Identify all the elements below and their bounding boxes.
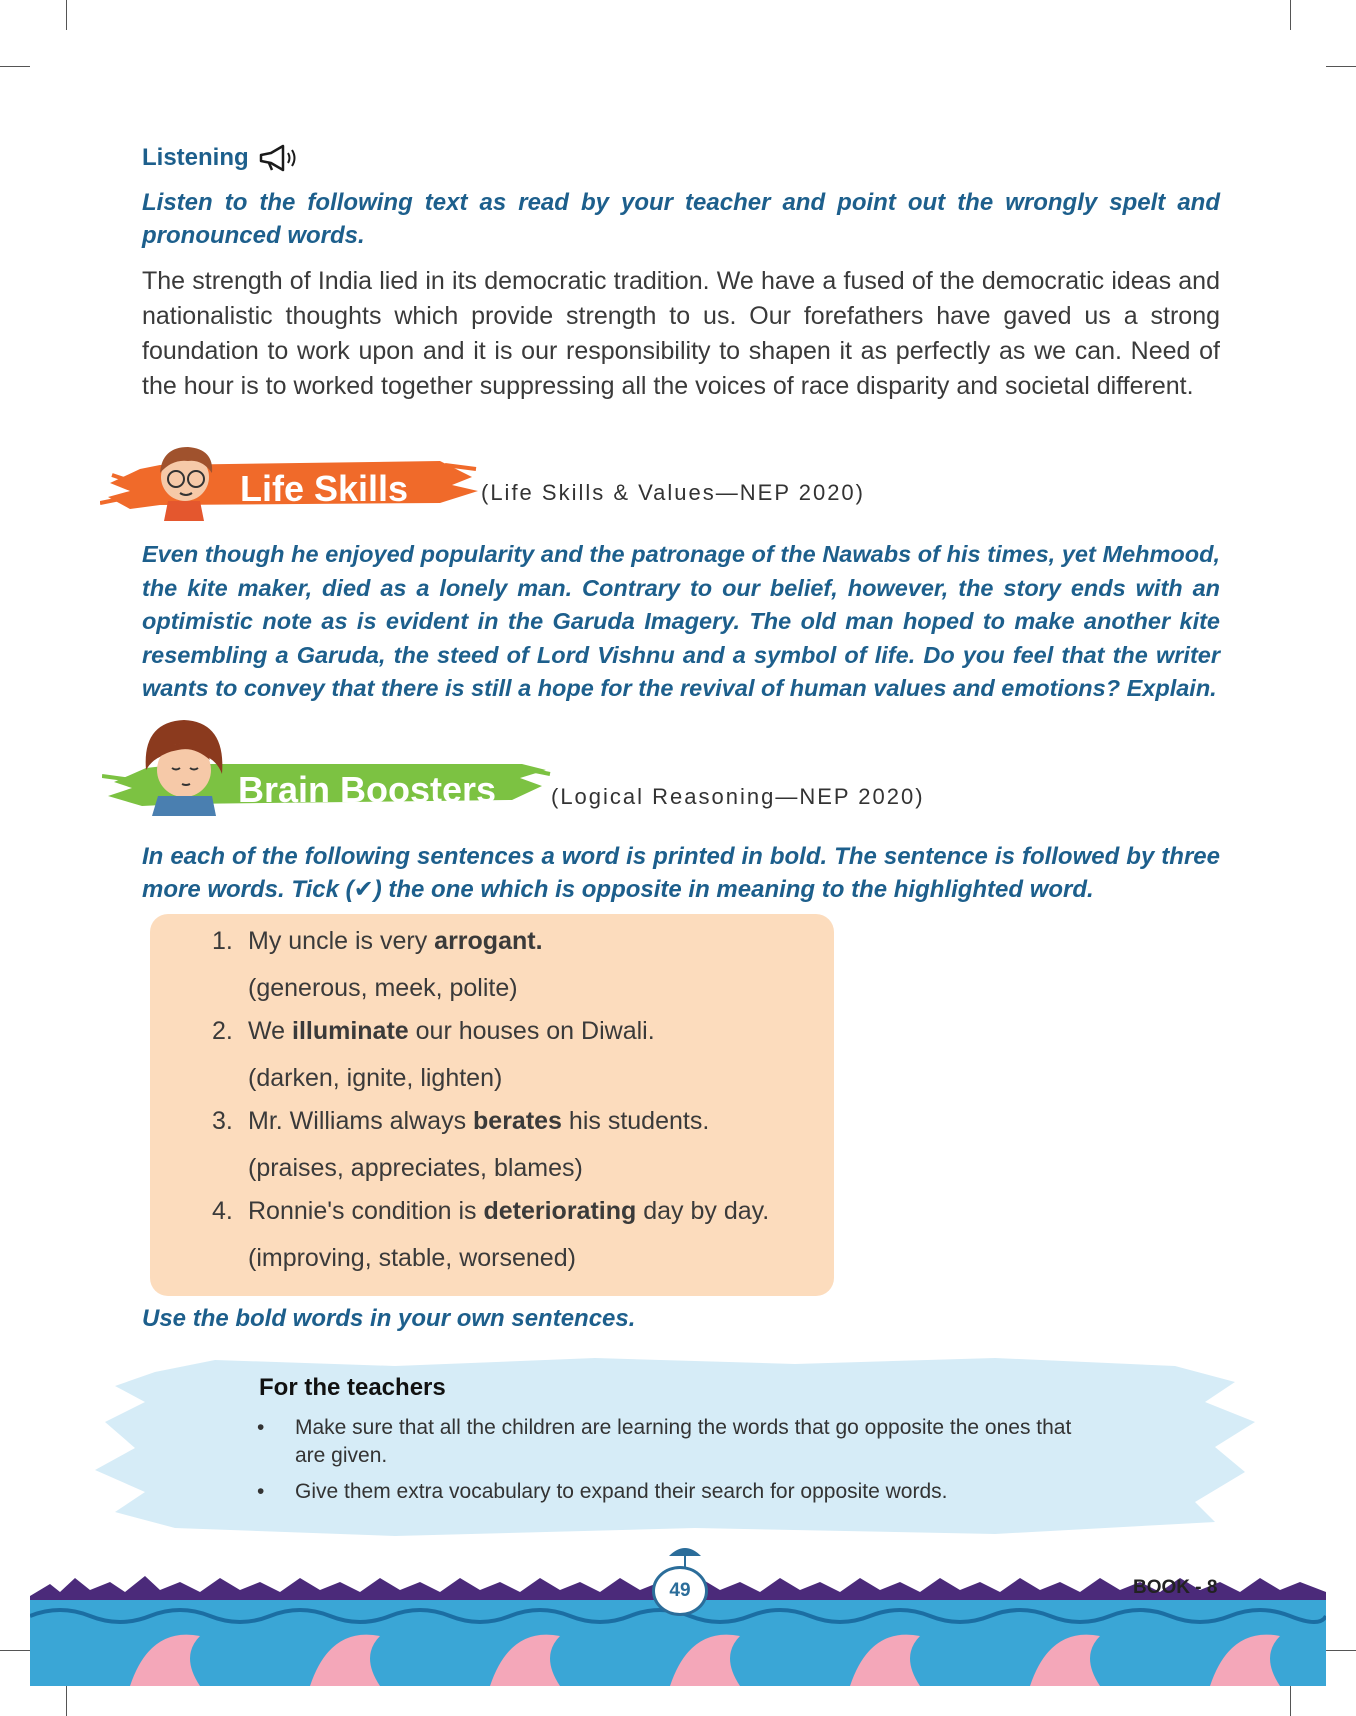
teacher-bullet: • Give them extra vocabulary to expand their search for opposite words.: [257, 1480, 948, 1503]
question-item: 3. Mr. Williams always berates his students.: [212, 1107, 710, 1135]
question-options: (generous, meek, polite): [248, 974, 518, 1002]
follow-up-instruction: Use the bold words in your own sentences.: [142, 1305, 636, 1332]
question-box: [150, 914, 834, 1296]
question-item: 1. My uncle is very arrogant.: [212, 927, 543, 955]
life-skills-title: Life Skills: [240, 468, 409, 509]
question-options: (praises, appreciates, blames): [248, 1154, 583, 1182]
bold-word: illuminate: [292, 1017, 409, 1045]
bold-word: berates: [473, 1107, 562, 1135]
bold-word: arrogant.: [434, 927, 543, 955]
teacher-note-title: For the teachers: [259, 1374, 446, 1401]
question-options: (darken, ignite, lighten): [248, 1064, 503, 1092]
question-options: (improving, stable, worsened): [248, 1244, 576, 1272]
crop-mark: [0, 1650, 30, 1651]
crop-mark: [1326, 1650, 1356, 1651]
question-item: 4. Ronnie's condition is deteriorating day by day.: [212, 1197, 770, 1225]
question-item: 2. We illuminate our houses on Diwali.: [212, 1017, 655, 1045]
crop-mark: [66, 0, 67, 30]
crop-mark: [1290, 1686, 1291, 1716]
life-skills-subtitle: (Life Skills & Values—NEP 2020): [481, 480, 865, 505]
brain-boosters-title: Brain Boosters: [238, 769, 497, 810]
brain-boosters-subtitle: (Logical Reasoning—NEP 2020): [551, 784, 925, 809]
page-number: 49: [652, 1566, 708, 1616]
listening-title: Listening: [142, 144, 249, 171]
bold-word: deteriorating: [483, 1197, 637, 1225]
listening-instruction: Listen to the following text as read by your teacher and point out the wrongly spelt and pronounced words.: [142, 189, 1220, 249]
book-label: BOOK - 8: [1133, 1577, 1218, 1598]
teacher-bullet: • Make sure that all the children are learning the words that go opposite the ones that are given.: [257, 1416, 1072, 1467]
brain-boosters-instruction: In each of the following sentences a word is printed in bold. The sentence is followed by three more words. Tick (✔) the one which is opposite in meaning to the highlighted word.: [142, 843, 1220, 903]
crop-mark: [1326, 66, 1356, 67]
megaphone-icon: [257, 143, 301, 173]
crop-mark: [1290, 0, 1291, 30]
crop-mark: [66, 1686, 67, 1716]
listening-passage: The strength of India lied in its democratic tradition. We have a fused of the democratic ideas and nationalistic thoughts which provide strength to us. Our forefathers have gaved us a strong foundation to work upon and it is our responsibility to shapen it as perfectly as we can. Need of the hour is to worked together suppressing all the voices of race disparity and societal different.: [142, 267, 1220, 400]
life-skills-instruction: Even though he enjoyed popularity and the patronage of the Nawabs of his times, yet Mehmood, the kite maker, died as a lonely man. Contrary to our belief, however, the story ends with an optimistic note as is evident in the Garuda Imagery. The old man hoped to make another kite resembling a Garuda, the steed of Lord Vishnu and a symbol of life. Do you feel that the writer wants to convey that there is still a hope for the revival of human values and emotions? Explain.: [142, 541, 1220, 701]
crop-mark: [0, 66, 30, 67]
listening-heading: [142, 143, 301, 173]
